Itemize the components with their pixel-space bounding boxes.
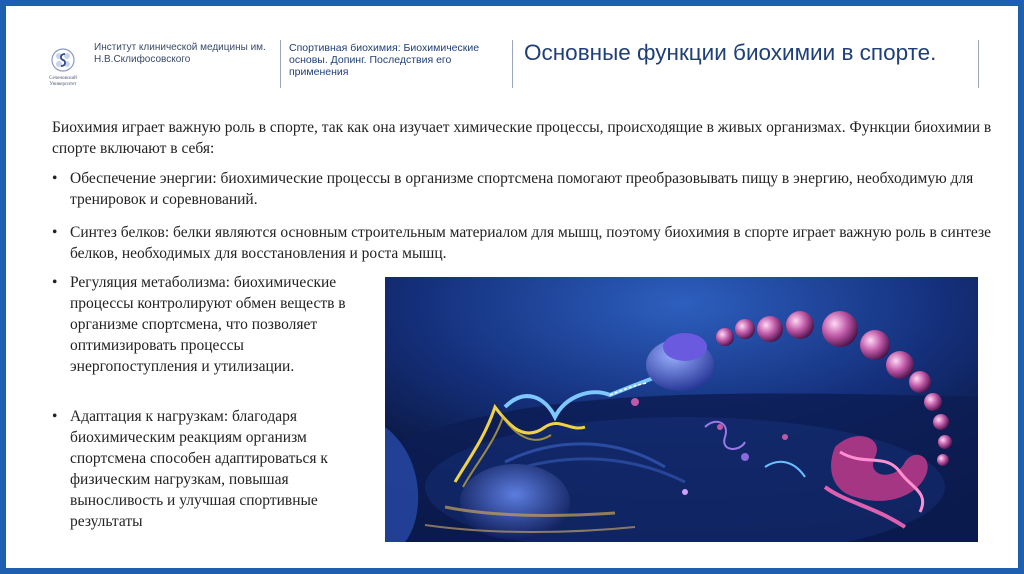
bullet-icon: • xyxy=(52,224,58,241)
cell-illustration xyxy=(385,277,978,542)
bullet-icon: • xyxy=(52,170,58,187)
course-name: Спортивная биохимия: Биохимические основы. Допинг. Последствия его применения xyxy=(289,42,480,78)
logo-text: Сеченовский Университет xyxy=(49,76,77,87)
slide-header xyxy=(6,6,1018,106)
list-item xyxy=(52,406,370,532)
molecular-biology-illustration xyxy=(385,277,978,542)
header-divider xyxy=(978,40,979,88)
slide xyxy=(6,6,1018,568)
list-item-text: Адаптация к нагрузкам: благодаря биохимическим реакциям организм спортсмена способен адаптироваться к физическим нагрузкам, повышая выносливость и улучшая спортивные результаты xyxy=(70,408,328,530)
intro-paragraph: Биохимия играет важную роль в спорте, так как она изучает химические процессы, происходящие в живых организмах. Функции биохимии в спорте включают в себя: xyxy=(52,119,992,157)
university-logo xyxy=(42,46,84,94)
header-divider xyxy=(280,40,281,88)
bullet-icon: • xyxy=(52,408,58,425)
list-item xyxy=(52,272,370,377)
list-item-text: Регуляция метаболизма: биохимические процессы контролируют обмен веществ в организме спортсмена, что позволяет оптимизировать процессы энергопоступления и утилизации. xyxy=(70,274,346,375)
list-item xyxy=(52,222,1000,264)
bullet-icon: • xyxy=(52,274,58,291)
list-item-text: Синтез белков: белки являются основным строительным материалом для мышц, поэтому биохимия в спорте играет важную роль в синтезе белков, необходимых для восстановления и роста мышц. xyxy=(70,224,991,262)
institute-name: Институт клинической медицины им. Н.В.Склифосовского xyxy=(94,42,266,65)
logo-emblem-icon xyxy=(50,46,76,74)
page-title: Основные функции биохимии в спорте. xyxy=(524,40,937,65)
list-item-text: Обеспечение энергии: биохимические процессы в организме спортсмена помогают преобразовывать пищу в энергию, необходимую для тренировок и соревнований. xyxy=(70,170,974,208)
list-item xyxy=(52,168,1000,210)
header-divider xyxy=(512,40,513,88)
